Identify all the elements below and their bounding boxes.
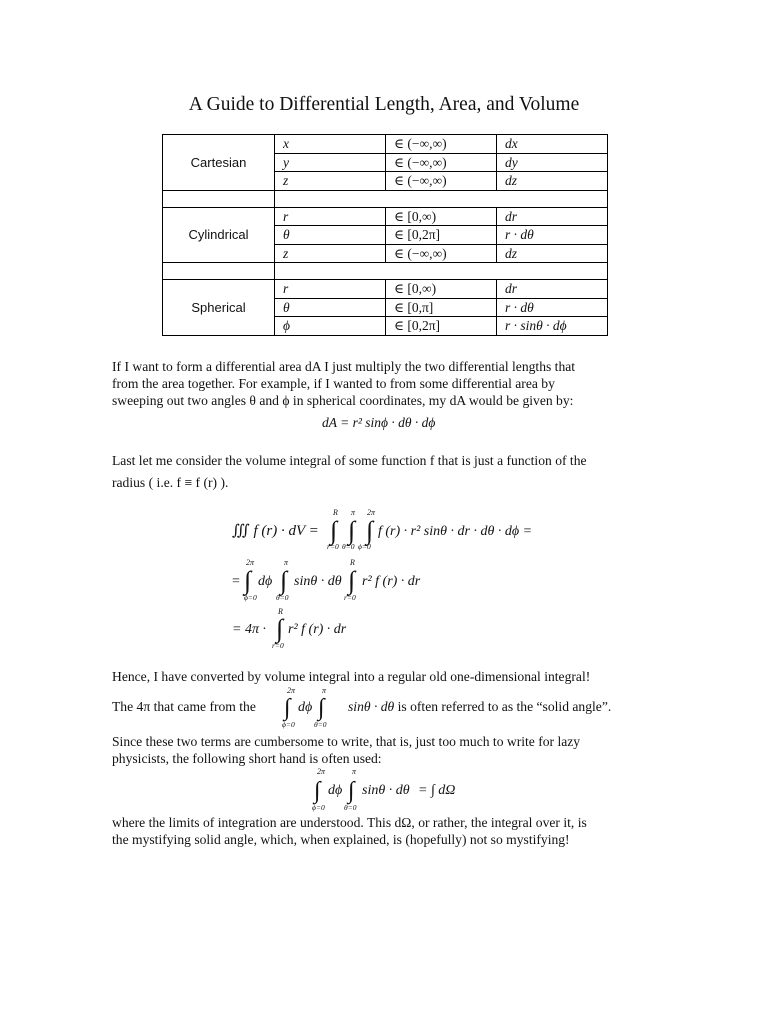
integral-sign: ∫ (318, 695, 325, 721)
range-cell: ∈ (−∞,∞) (386, 172, 497, 191)
integral-sign: ∫ (284, 695, 291, 721)
limit-lower: θ=0 (342, 542, 355, 551)
limit-lower: r=0 (344, 593, 356, 602)
integral-sign: ∫ (348, 566, 356, 595)
limit-upper: π (351, 508, 356, 517)
variable-cell: x (275, 135, 386, 154)
paragraph-differential-area (112, 358, 657, 410)
variable-cell: θ (275, 226, 386, 245)
limit-upper: R (278, 607, 283, 616)
integral-sign: ∫ (276, 614, 284, 643)
sin-term: sinθ · dθ (294, 574, 342, 589)
variable-cell: r (275, 280, 386, 299)
limit-upper: 2π (317, 767, 326, 776)
integral-sign: ∫ (330, 516, 338, 545)
differential-length-cell: dr (497, 280, 608, 299)
solid-angle-rhs: = ∫ dΩ (418, 783, 456, 798)
empty-cell (163, 263, 275, 280)
text-line: physicists, the following short hand is often used: (112, 751, 382, 767)
integral-sign: ∫ (280, 566, 288, 595)
limit-upper: 2π (246, 558, 255, 567)
sin-term: sinθ · dθ (348, 699, 395, 714)
limit-lower: θ=0 (276, 593, 289, 602)
volume-lhs: ∭ f (r) · dV = (232, 523, 319, 539)
four-pi-factor: = 4π · (232, 622, 266, 637)
range-cell: ∈ [0,∞) (386, 207, 497, 226)
text-fragment: The 4π that came from the (112, 699, 256, 714)
range-cell: ∈ [0,π] (386, 298, 497, 317)
differential-length-cell: dz (497, 244, 608, 263)
empty-cell (275, 263, 608, 280)
paragraph-volume-intro (112, 452, 657, 491)
dphi: dϕ (258, 574, 273, 589)
empty-cell (163, 190, 275, 207)
dphi: dϕ (328, 783, 343, 798)
differential-length-cell: dy (497, 153, 608, 172)
limit-lower: ϕ=0 (312, 803, 325, 812)
differential-length-cell: r · dθ (497, 298, 608, 317)
equation-dA: dA = r² sinϕ · dθ · dϕ (322, 415, 436, 430)
coordinate-table (162, 134, 608, 336)
table-row (163, 207, 608, 226)
text-line: sweeping out two angles θ and ϕ in spherical coordinates, my dA would be given by: (112, 393, 574, 409)
variable-cell: r (275, 207, 386, 226)
range-cell: ∈ (−∞,∞) (386, 244, 497, 263)
text-line: from the area together. For example, if I wanted to from some differential area by (112, 376, 555, 392)
limit-lower: ϕ=0 (358, 542, 371, 551)
differential-length-cell: dx (497, 135, 608, 154)
limit-upper: 2π (287, 686, 296, 695)
separator-row (163, 190, 608, 207)
table-row (163, 280, 608, 299)
variable-cell: z (275, 244, 386, 263)
paragraph-closing (112, 814, 657, 848)
equals-sign: = (232, 574, 240, 589)
dphi: dϕ (298, 700, 313, 715)
range-cell: ∈ [0,2π] (386, 317, 497, 336)
separator-row (163, 263, 608, 280)
text-fragment: is often referred to as the “solid angle”. (397, 699, 612, 714)
paragraph-conclusion-line1: Hence, I have converted by volume integral into a regular old one-dimensional integral! (112, 669, 591, 684)
paragraph-shorthand (112, 733, 657, 767)
text-line: Since these two terms are cumbersome to write, that is, just too much to write for lazy (112, 734, 581, 749)
text-line: the mystifying solid angle, which, when explained, is (hopefully) not so mystifying! (112, 832, 570, 848)
text-fragment-sin (348, 698, 668, 715)
text-line: Last let me consider the volume integral of some function f that is just a function of the (112, 453, 587, 468)
limit-upper: R (350, 558, 355, 567)
variable-cell: y (275, 153, 386, 172)
text-line: where the limits of integration are understood. This dΩ, or rather, the integral over it, is (112, 815, 587, 830)
integral-sign: ∫ (348, 778, 355, 804)
coordinate-system-name: Spherical (163, 280, 275, 336)
limit-lower: r=0 (272, 641, 284, 650)
text-line: radius ( i.e. f ≡ f (r) ). (112, 475, 229, 491)
integral-sign: ∫ (314, 778, 321, 804)
limit-lower: θ=0 (344, 803, 357, 812)
limit-upper: π (284, 558, 289, 567)
table-row (163, 135, 608, 154)
limit-lower: r=0 (327, 542, 339, 551)
coordinate-system-name: Cartesian (163, 135, 275, 191)
differential-length-cell: dr (497, 207, 608, 226)
integral-sign: ∫ (366, 516, 374, 545)
limit-upper: 2π (367, 508, 376, 517)
volume-integrand: f (r) · r² sinθ · dr · dθ · dϕ = (378, 524, 533, 539)
radial-term: r² f (r) · dr (288, 622, 347, 637)
limit-lower: ϕ=0 (244, 593, 257, 602)
page-title: A Guide to Differential Length, Area, and Volume (188, 94, 580, 115)
text-line: If I want to form a differential area dA I just multiply the two differential lengths that (112, 359, 576, 374)
solid-angle-equation (312, 766, 512, 816)
range-cell: ∈ [0,2π] (386, 226, 497, 245)
differential-length-cell: dz (497, 172, 608, 191)
variable-cell: ϕ (275, 317, 386, 336)
limit-upper: R (333, 508, 338, 517)
limit-upper: π (322, 686, 327, 695)
range-cell: ∈ [0,∞) (386, 280, 497, 299)
range-cell: ∈ (−∞,∞) (386, 153, 497, 172)
radial-term: r² f (r) · dr (362, 574, 421, 589)
integral-sign: ∫ (244, 566, 252, 595)
coordinate-system-name: Cylindrical (163, 207, 275, 263)
limit-upper: π (352, 767, 357, 776)
limit-lower: ϕ=0 (282, 720, 295, 729)
range-cell: ∈ (−∞,∞) (386, 135, 497, 154)
variable-cell: z (275, 172, 386, 191)
empty-cell (275, 190, 608, 207)
differential-length-cell: r · dθ (497, 226, 608, 245)
differential-length-cell: r · sinθ · dϕ (497, 317, 608, 336)
volume-integral-equation (230, 505, 768, 665)
limit-lower: θ=0 (314, 720, 327, 729)
integral-sign: ∫ (348, 516, 356, 545)
sin-term: sinθ · dθ (362, 783, 410, 798)
variable-cell: θ (275, 298, 386, 317)
